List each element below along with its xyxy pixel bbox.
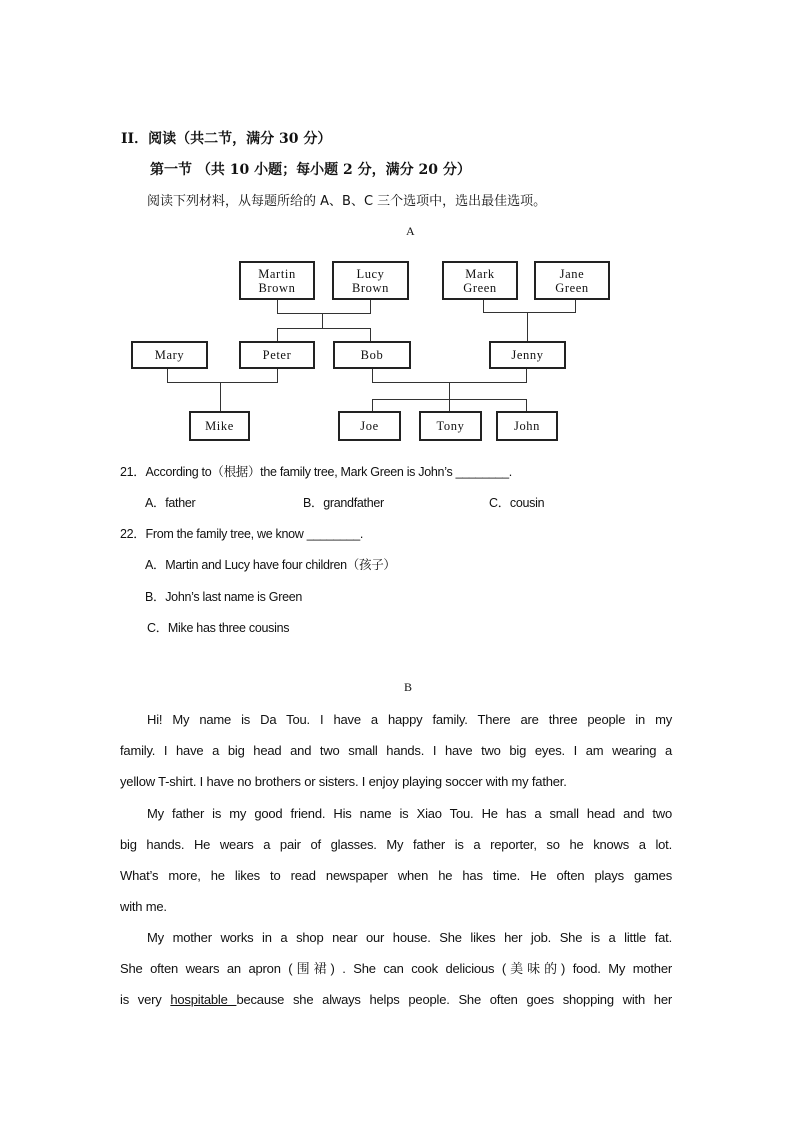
person-surname: Brown	[351, 280, 390, 295]
part-heading: II．阅读（共二节，满分 30 分）	[121, 131, 332, 147]
paragraph-line: My mother works in a shop near our house. She likes her job. She is a little fat.	[147, 930, 672, 945]
connector	[575, 299, 576, 312]
line-text: is very	[120, 992, 171, 1007]
connector	[370, 328, 371, 342]
connector	[370, 299, 371, 313]
paragraph-line: Hi! My name is Da Tou. I have a happy family. There are three people in my	[147, 712, 672, 727]
connector	[167, 382, 278, 383]
passage-b-paragraph-2	[120, 798, 672, 922]
paragraph-line: yellow T-shirt. I have no brothers or sisters. I enjoy playing soccer with my father.	[120, 774, 567, 789]
connector	[277, 299, 278, 313]
person-box-lucy-brown	[332, 261, 409, 300]
question-22-option-a: A．Martin and Lucy have four children（孩子）	[145, 558, 396, 572]
passage-a-label: A	[406, 224, 415, 238]
person-surname: Green	[463, 280, 497, 295]
passage-b-paragraph-1	[120, 704, 672, 797]
paragraph-line: What’s more, he likes to read newspaper when he has time. He often plays games	[120, 868, 672, 883]
person-box-tony: Tony	[419, 411, 482, 441]
question-22-option-c: C．Mike has three cousins	[147, 621, 290, 635]
connector	[372, 368, 373, 382]
person-name: Mark	[465, 266, 495, 281]
person-box-mike: Mike	[189, 411, 250, 441]
connector	[322, 313, 323, 328]
person-name: Jane	[559, 266, 585, 281]
person-box-peter: Peter	[239, 341, 315, 369]
person-box-jane-green	[534, 261, 610, 300]
connector	[527, 312, 528, 342]
question-21-stem: 21．According to（根据）the family tree, Mark Green is John’s ________.	[120, 465, 512, 479]
passage-b-paragraph-3	[120, 922, 672, 1015]
connector	[277, 328, 278, 342]
question-22-option-b: B．John’s last name is Green	[145, 590, 303, 604]
connector	[277, 313, 371, 314]
connector	[277, 328, 371, 329]
person-box-mary: Mary	[131, 341, 208, 369]
person-box-martin-brown	[239, 261, 315, 300]
person-surname: Brown	[258, 280, 296, 295]
passage-b-label: B	[404, 680, 413, 694]
paragraph-line: big hands. He wears a pair of glasses. My father is a reporter, so he knows a lot.	[120, 837, 672, 852]
line-text: because she always helps people. She often goes shopping with her	[236, 992, 672, 1007]
connector	[277, 368, 278, 382]
paragraph-line: family. I have a big head and two small hands. I have two big eyes. I am wearing a	[120, 743, 672, 758]
person-name: Martin	[258, 266, 296, 281]
person-box-mark-green	[442, 261, 518, 300]
connector	[526, 368, 527, 382]
person-box-joe: Joe	[338, 411, 401, 441]
question-21-option-c: C．cousin	[489, 496, 545, 510]
person-box-bob: Bob	[333, 341, 411, 369]
person-name: Lucy	[356, 266, 385, 281]
underlined-word: hospitable	[170, 992, 237, 1007]
connector	[220, 382, 221, 412]
question-21-option-a: A．father	[145, 496, 196, 510]
paragraph-line: My father is my good friend. His name is Xiao Tou. He has a small head and two	[147, 806, 672, 821]
person-box-john: John	[496, 411, 558, 441]
connector	[449, 382, 450, 399]
paragraph-line	[120, 984, 672, 1015]
paragraph-line: She often wears an apron (围裙) . She can cook delicious (美味的) food. My mother	[120, 961, 672, 976]
question-21-option-b: B．grandfather	[303, 496, 384, 510]
question-22-stem: 22．From the family tree, we know ________.	[120, 527, 364, 541]
paragraph-line: with me.	[120, 899, 167, 914]
connector	[167, 368, 168, 382]
instruction-text: 阅读下列材料，从每题所给的 A、B、C 三个选项中，选出最佳选项。	[147, 194, 547, 209]
person-surname: Green	[555, 280, 589, 295]
connector	[483, 312, 576, 313]
connector	[483, 299, 484, 312]
person-box-jenny: Jenny	[489, 341, 566, 369]
section-heading: 第一节 （共 10 小题；每小题 2 分，满分 20 分）	[150, 162, 471, 178]
